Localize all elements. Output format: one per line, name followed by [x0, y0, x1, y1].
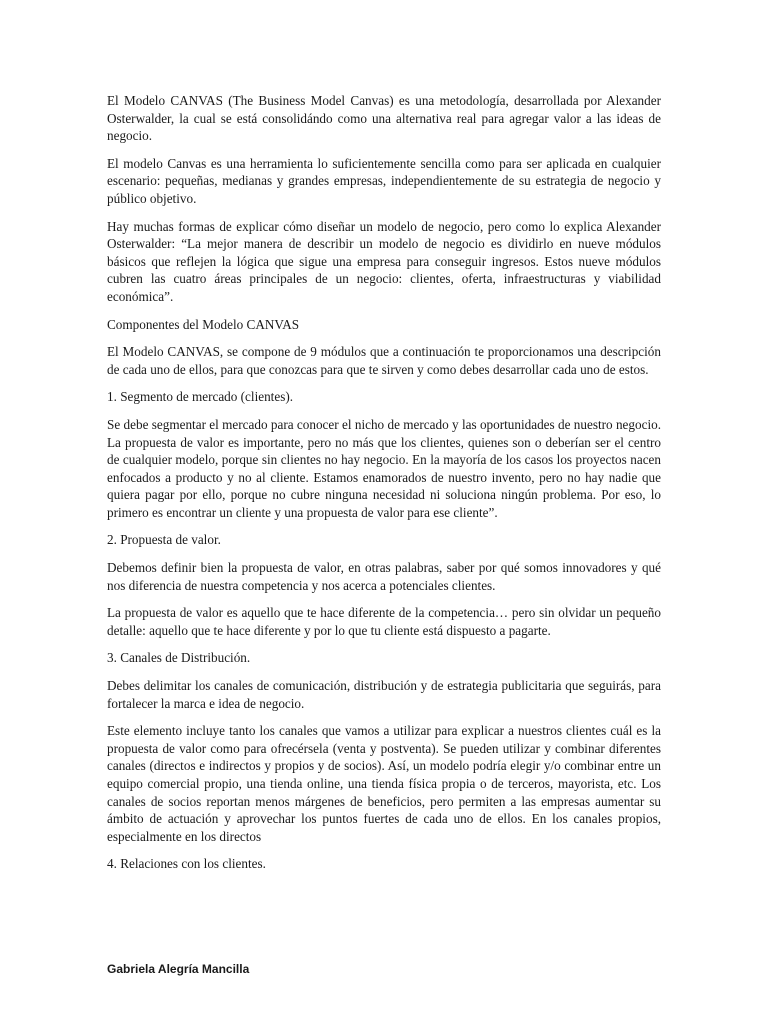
- paragraph-distribution-channels-1: Debes delimitar los canales de comunicación, distribución y de estrategia publicitaria que seguirás, para fortalecer la marca e idea de negocio.: [107, 678, 661, 711]
- section-heading-components: Componentes del Modelo CANVAS: [107, 316, 300, 332]
- section-heading-value-proposition: 2. Propuesta de valor.: [107, 532, 221, 548]
- paragraph-value-proposition-1: Debemos definir bien la propuesta de valor, en otras palabras, saber por qué somos innovadores y qué nos diferencia de nuestra competencia y nos acerca a potenciales clientes.: [107, 560, 661, 593]
- paragraph-market-segment: Se debe segmentar el mercado para conocer el nicho de mercado y las oportunidades de nuestro negocio. La propuesta de valor es importante, pero no más que los clientes, quienes son o deberían ser el centro de cualquier modelo, porque sin clientes no hay negocio. En la mayoría de los casos los proyectos nacen enfocados a producto y no al cliente. Estamos enamorados de nuestro invento, pero no hay nadie que quiera pagar por ello, porque no cubre ninguna necesidad ni soluciona ningún problema. Por eso, lo primero es encontrar un cliente y una propuesta de valor para ese cliente”.: [107, 416, 661, 520]
- paragraph-value-proposition-2: La propuesta de valor es aquello que te hace diferente de la competencia… pero sin olvidar un pequeño detalle: aquello que te hace diferente y por lo que tu cliente está dispuesto a pagarte.: [107, 605, 661, 638]
- paragraph-intro: El Modelo CANVAS (The Business Model Canvas) es una metodología, desarrollada por Alexander Osterwalder, la cual se está consolidándo como una alternativa real para agregar valor a las ideas de negocio.: [107, 93, 661, 144]
- document-body: [107, 92, 661, 883]
- section-heading-market-segment: 1. Segmento de mercado (clientes).: [107, 389, 294, 405]
- paragraph-canvas-tool: El modelo Canvas es una herramienta lo suficientemente sencilla como para ser aplicada en cualquier escenario: pequeñas, medianas y grandes empresas, independientemente de su estrategia de negocio y público objetivo.: [107, 155, 661, 206]
- section-heading-customer-relations: 4. Relaciones con los clientes.: [107, 856, 266, 872]
- paragraph-distribution-channels-2: Este elemento incluye tanto los canales que vamos a utilizar para explicar a nuestros clientes cuál es la propuesta de valor como para ofrecérsela (venta y postventa). Se pueden utilizar y combinar diferentes canales (directos e indirectos y propios y de socios). Así, un modelo podría elegir y/o combinar entre un equipo comercial propio, una tienda online, una tienda física propia o de terceros, mayorista, etc. Los canales de socios reportan menos márgenes de beneficios, pero permiten a las empresas aumentar su ámbito de actuación y aprovechar los puntos fuertes de cada uno de ellos. En los canales propios, especialmente en los directos: [107, 723, 661, 844]
- section-heading-distribution-channels: 3. Canales de Distribución.: [107, 650, 251, 666]
- footer-author: Gabriela Alegría Mancilla: [107, 962, 250, 976]
- paragraph-nine-modules: El Modelo CANVAS, se compone de 9 módulos que a continuación te proporcionamos una descripción de cada uno de ellos, para que conozcas para que te sirven y como debes desarrollar cada uno de estos.: [107, 344, 661, 377]
- paragraph-osterwalder-quote: Hay muchas formas de explicar cómo diseñar un modelo de negocio, pero como lo explica Alexander Osterwalder: “La mejor manera de describir un modelo de negocio es dividirlo en nueve módulos básicos que reflejen la lógica que sigue una empresa para conseguir ingresos. Estos nueve módulos cubren las cuatro áreas principales de un negocio: clientes, oferta, infraestructuras y viabilidad económica”.: [107, 218, 661, 304]
